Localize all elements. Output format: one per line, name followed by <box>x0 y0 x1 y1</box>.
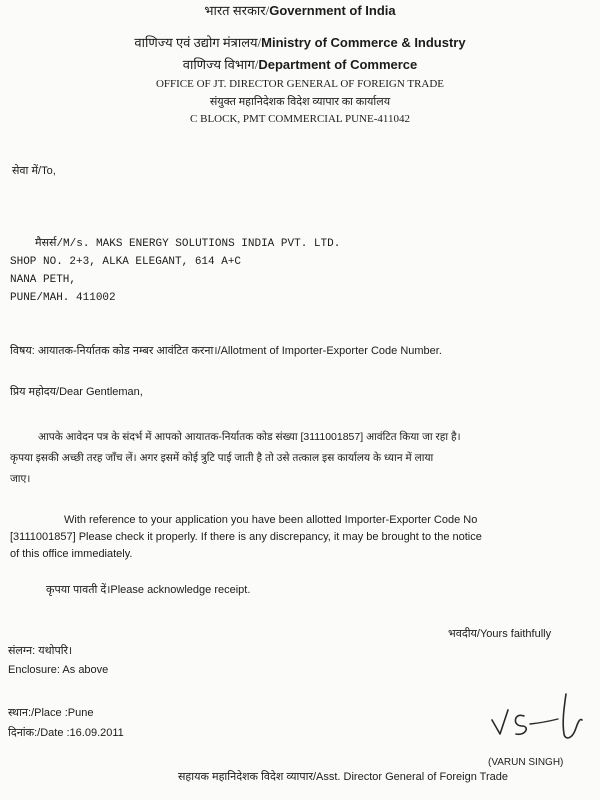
office-name-hindi: संयुक्त महानिदेशक विदेश व्यापार का कार्यालय <box>209 96 391 108</box>
header-government-english: Government of India <box>269 3 396 18</box>
salutation: प्रिय महोदय/Dear Gentleman, <box>10 386 143 398</box>
addressee-line-4: PUNE/MAH. 411002 <box>10 292 116 304</box>
addressee-line-2: SHOP NO. 2+3, ALKA ELEGANT, 614 A+C <box>10 256 242 268</box>
hindi-paragraph-line-2: कृपया इसकी अच्छी तरह जाँच लें। अगर इसमें कोई त्रुटि पाई जाती है तो उसे तत्काल इस कार्यालय के ध्यान में लाया <box>10 452 434 464</box>
header-department-english: Department of Commerce <box>258 57 418 72</box>
subject-line: विषय: आयातक-निर्यातक कोड नम्बर आवंटित करना।/Allotment of Importer-Exporter Code Number. <box>10 345 442 357</box>
header-department <box>0 58 600 73</box>
acknowledge-request: कृपया पावती दें।Please acknowledge receipt. <box>46 584 251 596</box>
closing: भवदीय/Yours faithfully <box>448 628 552 640</box>
hindi-paragraph-line-3: जाए। <box>10 473 31 485</box>
office-address: C BLOCK, PMT COMMERCIAL PUNE-411042 <box>190 113 410 125</box>
english-paragraph-line-1: With reference to your application you have been allotted Importer-Exporter Code No <box>64 514 478 526</box>
header-government <box>0 4 600 19</box>
header-ministry-hindi: वाणिज्य एवं उद्योग मंत्रालय/ <box>134 35 262 50</box>
header-ministry <box>0 36 600 51</box>
header-ministry-english: Ministry of Commerce & Industry <box>261 35 466 50</box>
english-paragraph-line-2: [3111001857] Please check it properly. If there is any discrepancy, it may be brought to the notice <box>10 531 482 543</box>
signature <box>480 690 590 750</box>
date-line: दिनांक:/Date :16.09.2011 <box>8 727 124 739</box>
header-government-hindi: भारत सरकार/ <box>204 3 270 18</box>
enclosure-hindi: संलग्न: यथोपरि। <box>8 645 73 657</box>
enclosure-english: Enclosure: As above <box>8 664 109 676</box>
addressee-line-3: NANA PETH, <box>10 274 77 286</box>
signatory-title: सहायक महानिदेशक विदेश व्यापार/Asst. Director General of Foreign Trade <box>178 771 509 783</box>
office-name-english: OFFICE OF JT. DIRECTOR GENERAL OF FOREIGN TRADE <box>155 78 445 90</box>
place-line: स्थान:/Place :Pune <box>8 707 94 719</box>
hindi-paragraph-line-1: आपके आवेदन पत्र के संदर्भ में आपको आयातक-निर्यातक कोड संख्या [3111001857] आवंटित किया जा रहा है। <box>38 431 461 443</box>
addressee-line-1: मैसर्स/M/s. MAKS ENERGY SOLUTIONS INDIA PVT. LTD. <box>35 238 341 250</box>
signatory-name: (VARUN SINGH) <box>488 757 564 768</box>
header-department-hindi: वाणिज्य विभाग/ <box>182 57 259 72</box>
english-paragraph-line-3: of this office immediately. <box>10 548 133 560</box>
to-label: सेवा में/To, <box>12 165 56 177</box>
